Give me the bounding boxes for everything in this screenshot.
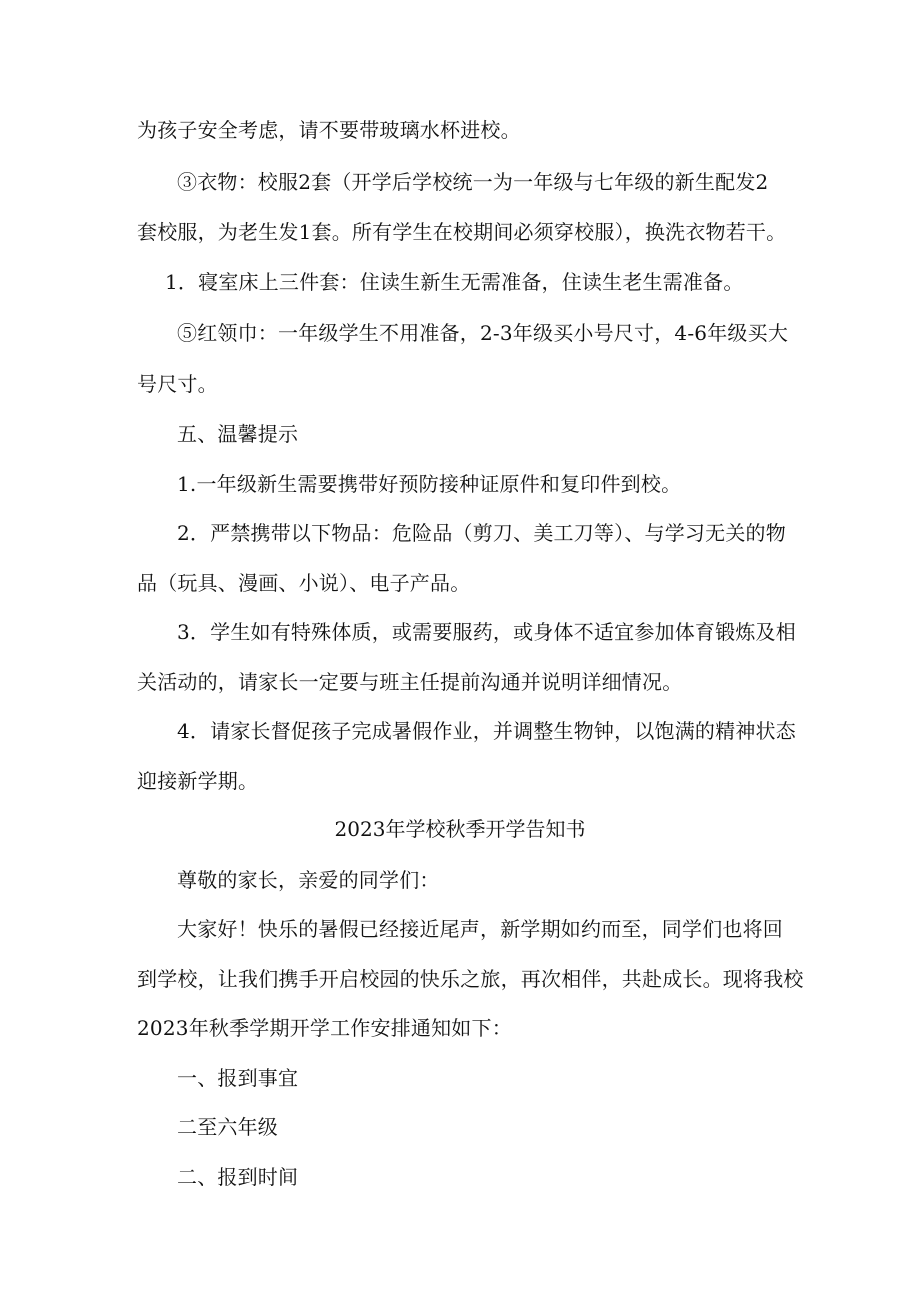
red-scarf-item-line: ⑤红领巾：一年级学生不用准备，2-3年级买小号尺寸，4-6年级买大 (177, 321, 789, 345)
section-heading-time: 二、报到时间 (177, 1165, 299, 1189)
tip-3-line-2: 关活动的，请家长一定要与班主任提前沟通并说明详细情况。 (137, 670, 683, 694)
clothing-item-line: ③衣物：校服2套（开学后学校统一为一年级与七年级的新生配发2 (177, 170, 769, 194)
bedding-item-line: 1．寝室床上三件套：住读生新生无需准备，住读生老生需准备。 (165, 270, 744, 294)
tip-2-line-2: 品（玩具、漫画、小说）、电子产品。 (137, 571, 471, 595)
section-heading-registration: 一、报到事宜 (177, 1066, 299, 1090)
section-heading-tips: 五、温馨提示 (177, 422, 299, 446)
paragraph-line: 号尺寸。 (137, 372, 218, 396)
intro-line-2: 到学校，让我们携手开启校园的快乐之旅，再次相伴，共赴成长。现将我校 (137, 967, 804, 991)
tip-2-line-1: 2．严禁携带以下物品：危险品（剪刀、美工刀等）、与学习无关的物 (177, 521, 786, 545)
notice-title: 2023年学校秋季开学告知书 (334, 817, 586, 841)
greeting: 尊敬的家长，亲爱的同学们： (177, 868, 440, 892)
tip-4-line-2: 迎接新学期。 (137, 769, 259, 793)
tip-3-line-1: 3．学生如有特殊体质，或需要服药，或身体不适宜参加体育锻炼及相 (177, 620, 796, 644)
paragraph-line: 为孩子安全考虑，请不要带玻璃水杯进校。 (137, 118, 521, 142)
intro-line-1: 大家好！快乐的暑假已经接近尾声，新学期如约而至，同学们也将回 (177, 917, 783, 941)
grades-subheading: 二至六年级 (177, 1115, 278, 1139)
intro-line-3: 2023年秋季学期开学工作安排通知如下： (137, 1016, 512, 1040)
tip-1: 1.一年级新生需要携带好预防接种证原件和复印件到校。 (177, 472, 682, 496)
paragraph-line: 套校服，为老生发1套。所有学生在校期间必须穿校服），换洗衣物若干。 (137, 220, 787, 244)
tip-4-line-1: 4．请家长督促孩子完成暑假作业，并调整生物钟，以饱满的精神状态 (177, 719, 796, 743)
